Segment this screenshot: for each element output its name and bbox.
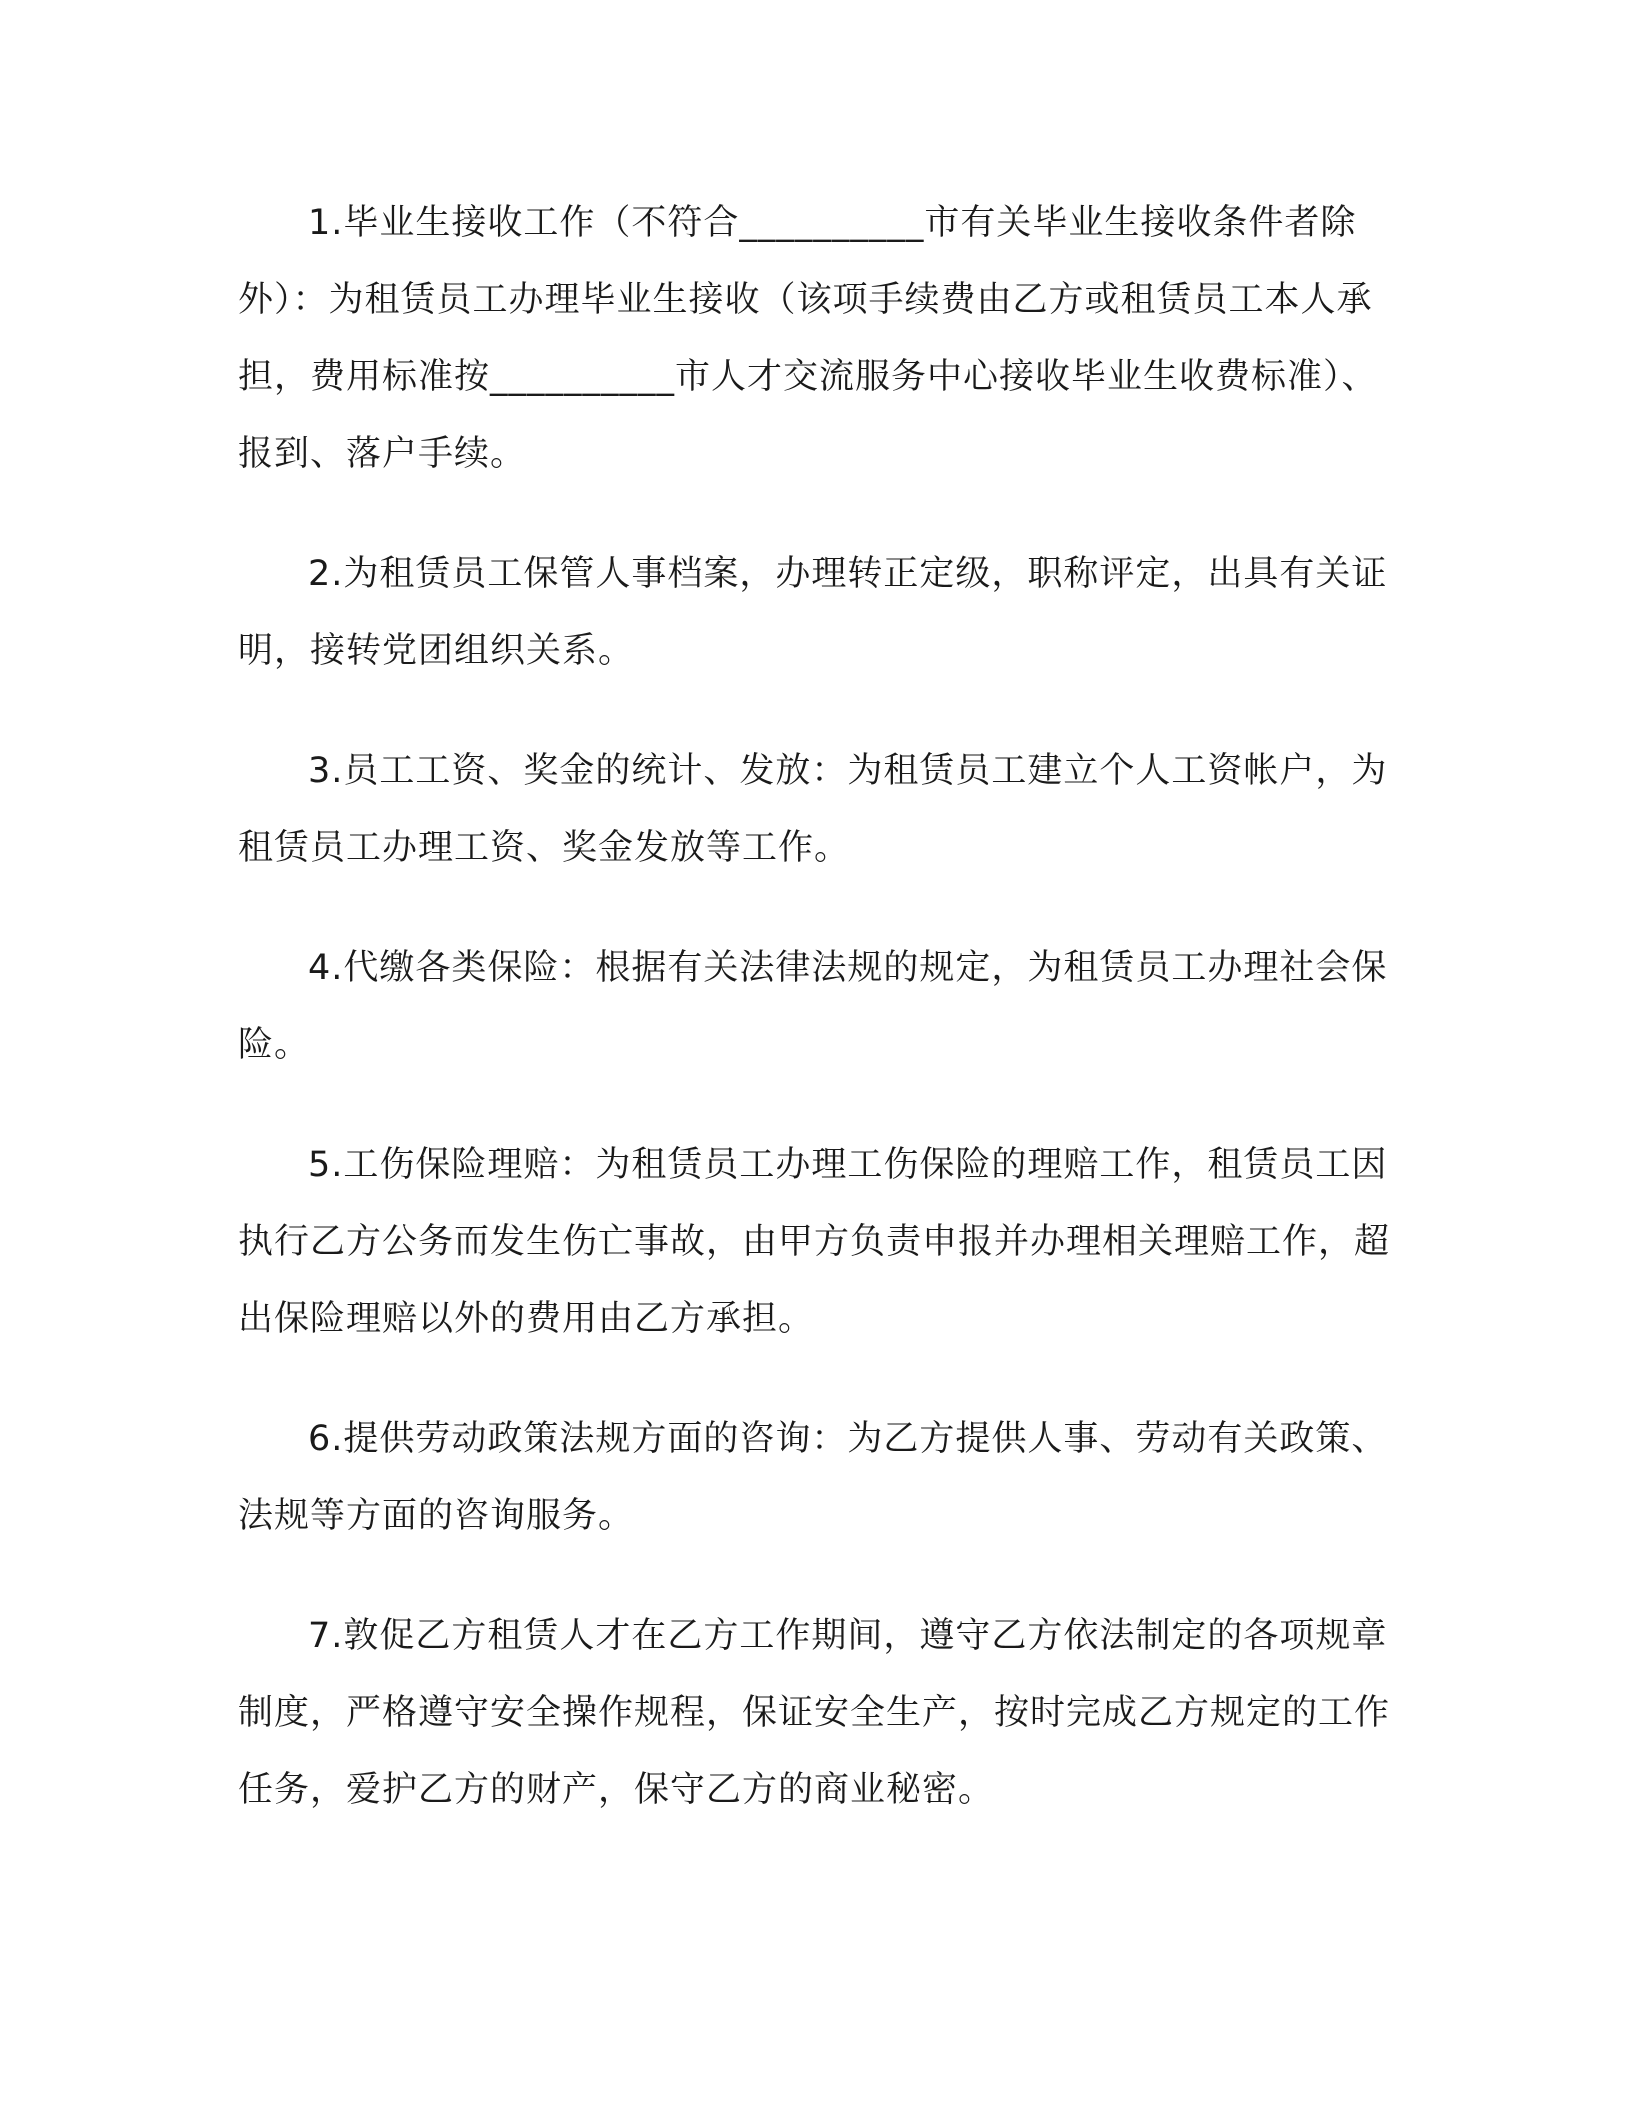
paragraph-5: 5.工伤保险理赔：为租赁员工办理工伤保险的理赔工作，租赁员工因执行乙方公务而发生伤亡事故，由甲方负责申报并办理相关理赔工作，超出保险理赔以外的费用由乙方承担。 bbox=[238, 1145, 1391, 1339]
paragraph-1: 1.毕业生接收工作（不符合__________市有关毕业生接收条件者除外）：为租赁员工办理毕业生接收（该项手续费由乙方或租赁员工本人承担，费用标准按__________市人才交流服务中心接收毕业生收费标准）、报到、落户手续。 bbox=[238, 203, 1378, 474]
paragraph-7: 7.敦促乙方租赁人才在乙方工作期间，遵守乙方依法制定的各项规章制度，严格遵守安全操作规程，保证安全生产，按时完成乙方规定的工作任务，爱护乙方的财产，保守乙方的商业秘密。 bbox=[238, 1616, 1391, 1810]
paragraph-6: 6.提供劳动政策法规方面的咨询：为乙方提供人事、劳动有关政策、法规等方面的咨询服务。 bbox=[238, 1419, 1388, 1536]
paragraph-2: 2.为租赁员工保管人事档案，办理转正定级，职称评定，出具有关证明，接转党团组织关系。 bbox=[238, 554, 1388, 671]
document-page bbox=[238, 185, 1398, 1829]
paragraph-3: 3.员工工资、奖金的统计、发放：为租赁员工建立个人工资帐户，为租赁员工办理工资、奖金发放等工作。 bbox=[238, 751, 1388, 868]
paragraph-4: 4.代缴各类保险：根据有关法律法规的规定，为租赁员工办理社会保险。 bbox=[238, 948, 1388, 1065]
